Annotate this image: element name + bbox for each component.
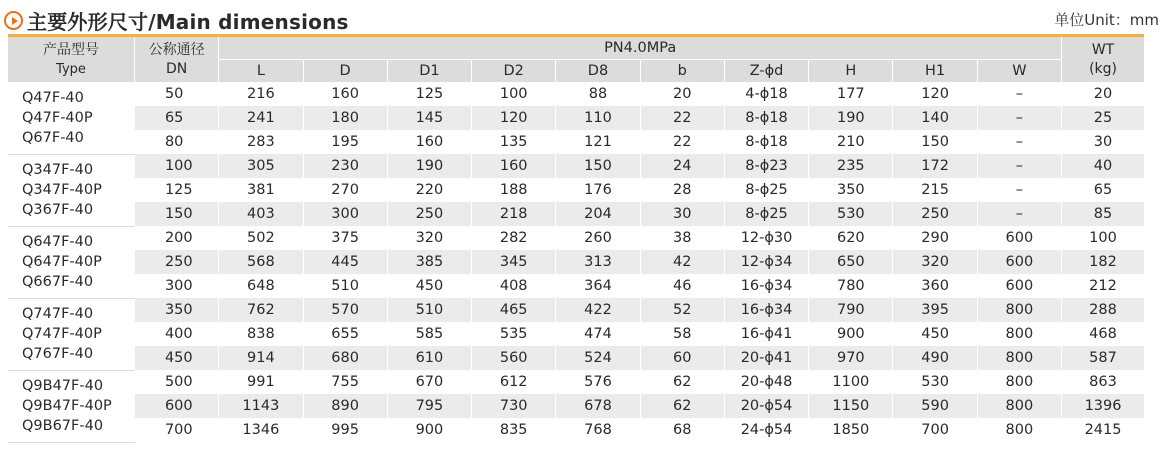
cell-w: – (977, 82, 1061, 106)
header-pressure: PN4.0MPa (219, 37, 1062, 59)
cell-d8: 678 (556, 394, 640, 418)
header-dn-en: DN (165, 60, 188, 77)
cell-d2: 835 (472, 418, 556, 442)
cell-l: 502 (219, 226, 303, 250)
cell-b: 30 (640, 202, 724, 226)
cell-dn: 350 (134, 298, 218, 322)
cell-l: 1143 (219, 394, 303, 418)
cell-b: 60 (640, 346, 724, 370)
table-row (8, 394, 1144, 418)
cell-d: 755 (303, 370, 387, 394)
cell-wt: 20 (1062, 82, 1144, 106)
header-L: L (219, 59, 303, 82)
cell-d: 180 (303, 106, 387, 130)
cell-b: 68 (640, 418, 724, 442)
cell-b: 46 (640, 274, 724, 298)
cell-zd: 20-ϕ48 (724, 370, 808, 394)
cell-d1: 450 (387, 274, 471, 298)
cell-d: 300 (303, 202, 387, 226)
cell-d1: 125 (387, 82, 471, 106)
header-H1: H1 (893, 59, 977, 82)
cell-d2: 560 (472, 346, 556, 370)
cell-h1: 530 (893, 370, 977, 394)
cell-zd: 8-ϕ23 (724, 154, 808, 178)
cell-b: 20 (640, 82, 724, 106)
cell-w: – (977, 202, 1061, 226)
type-model: Q647F-40 (22, 234, 94, 250)
cell-h: 190 (809, 106, 893, 130)
cell-d2: 408 (472, 274, 556, 298)
cell-h1: 320 (893, 250, 977, 274)
cell-h: 350 (809, 178, 893, 202)
cell-h1: 590 (893, 394, 977, 418)
cell-d: 655 (303, 322, 387, 346)
cell-d: 570 (303, 298, 387, 322)
cell-dn: 450 (134, 346, 218, 370)
cell-zd: 16-ϕ41 (724, 322, 808, 346)
cell-l: 568 (219, 250, 303, 274)
cell-wt: 182 (1062, 250, 1144, 274)
header-W: W (977, 59, 1061, 82)
cell-d8: 422 (556, 298, 640, 322)
table-row (8, 82, 1144, 106)
cell-d8: 176 (556, 178, 640, 202)
cell-b: 22 (640, 130, 724, 154)
cell-h: 177 (809, 82, 893, 106)
cell-h: 210 (809, 130, 893, 154)
header-dn (134, 37, 218, 82)
cell-wt: 288 (1062, 298, 1144, 322)
type-model: Q347F-40 (22, 162, 94, 178)
cell-d1: 900 (387, 418, 471, 442)
cell-h: 1150 (809, 394, 893, 418)
cell-w: 600 (977, 226, 1061, 250)
cell-h1: 395 (893, 298, 977, 322)
cell-l: 1346 (219, 418, 303, 442)
cell-h: 1850 (809, 418, 893, 442)
cell-d1: 795 (387, 394, 471, 418)
cell-l: 762 (219, 298, 303, 322)
cell-l: 991 (219, 370, 303, 394)
title-group (4, 6, 349, 35)
cell-h1: 140 (893, 106, 977, 130)
table-row (8, 370, 1144, 394)
header-type-cn: 产品型号 (42, 41, 99, 58)
cell-l: 914 (219, 346, 303, 370)
cell-d: 195 (303, 130, 387, 154)
type-model: Q9B47F-40P (22, 398, 112, 414)
cell-w: 800 (977, 346, 1061, 370)
table-row (8, 346, 1144, 370)
cell-wt: 25 (1062, 106, 1144, 130)
header-D: D (303, 59, 387, 82)
cell-d2: 730 (472, 394, 556, 418)
cell-l: 381 (219, 178, 303, 202)
header-D1: D1 (387, 59, 471, 82)
play-circle-icon (4, 11, 23, 30)
table-row (8, 418, 1144, 442)
cell-l: 305 (219, 154, 303, 178)
cell-zd: 12-ϕ30 (724, 226, 808, 250)
cell-l: 241 (219, 106, 303, 130)
cell-h: 780 (809, 274, 893, 298)
cell-w: 800 (977, 394, 1061, 418)
cell-b: 24 (640, 154, 724, 178)
cell-d2: 465 (472, 298, 556, 322)
cell-h: 790 (809, 298, 893, 322)
cell-d8: 524 (556, 346, 640, 370)
cell-wt: 30 (1062, 130, 1144, 154)
page-title: 主要外形尺寸/Main dimensions (27, 10, 349, 34)
type-cell (8, 370, 134, 442)
table-row (8, 250, 1144, 274)
table-body (8, 82, 1144, 442)
cell-dn: 80 (134, 130, 218, 154)
type-model: Q667F-40 (22, 274, 94, 290)
cell-d8: 88 (556, 82, 640, 106)
table-row (8, 202, 1144, 226)
cell-d1: 585 (387, 322, 471, 346)
cell-d8: 313 (556, 250, 640, 274)
cell-h1: 450 (893, 322, 977, 346)
type-model: Q347F-40P (22, 182, 102, 198)
cell-zd: 12-ϕ34 (724, 250, 808, 274)
cell-d2: 612 (472, 370, 556, 394)
cell-d: 890 (303, 394, 387, 418)
cell-d1: 610 (387, 346, 471, 370)
cell-d2: 188 (472, 178, 556, 202)
cell-h: 650 (809, 250, 893, 274)
type-model: Q47F-40P (22, 109, 93, 126)
cell-h1: 490 (893, 346, 977, 370)
cell-wt: 212 (1062, 274, 1144, 298)
header-weight-unit: (kg) (1089, 60, 1117, 77)
cell-l: 403 (219, 202, 303, 226)
cell-b: 52 (640, 298, 724, 322)
cell-b: 28 (640, 178, 724, 202)
type-model: Q747F-40P (22, 326, 102, 342)
cell-b: 62 (640, 370, 724, 394)
cell-h1: 120 (893, 82, 977, 106)
header-type (8, 37, 134, 82)
page-header (0, 0, 1161, 38)
cell-zd: 8-ϕ18 (724, 130, 808, 154)
cell-h: 620 (809, 226, 893, 250)
cell-d2: 160 (472, 154, 556, 178)
cell-w: 800 (977, 370, 1061, 394)
cell-dn: 400 (134, 322, 218, 346)
cell-h1: 700 (893, 418, 977, 442)
cell-wt: 100 (1062, 226, 1144, 250)
cell-h1: 150 (893, 130, 977, 154)
type-model: Q367F-40 (22, 202, 94, 218)
cell-zd: 4-ϕ18 (724, 82, 808, 106)
cell-dn: 100 (134, 154, 218, 178)
cell-w: – (977, 154, 1061, 178)
cell-d8: 121 (556, 130, 640, 154)
cell-d8: 150 (556, 154, 640, 178)
type-cell (8, 298, 134, 370)
cell-d1: 320 (387, 226, 471, 250)
cell-dn: 50 (134, 82, 218, 106)
cell-d2: 135 (472, 130, 556, 154)
table-row (8, 154, 1144, 178)
cell-h: 1100 (809, 370, 893, 394)
cell-w: 600 (977, 250, 1061, 274)
type-cell (8, 82, 134, 154)
cell-w: – (977, 130, 1061, 154)
cell-w: – (977, 178, 1061, 202)
cell-d8: 110 (556, 106, 640, 130)
cell-h: 530 (809, 202, 893, 226)
type-model: Q9B47F-40 (22, 378, 104, 394)
cell-b: 22 (640, 106, 724, 130)
header-type-en: Type (56, 61, 86, 77)
cell-w: 600 (977, 274, 1061, 298)
cell-b: 62 (640, 394, 724, 418)
cell-wt: 65 (1062, 178, 1144, 202)
cell-dn: 300 (134, 274, 218, 298)
type-cell (8, 226, 134, 298)
type-model: Q747F-40 (22, 306, 94, 322)
cell-w: 800 (977, 298, 1061, 322)
header-H: H (809, 59, 893, 82)
cell-zd: 16-ϕ34 (724, 274, 808, 298)
cell-zd: 24-ϕ54 (724, 418, 808, 442)
cell-dn: 700 (134, 418, 218, 442)
cell-d2: 120 (472, 106, 556, 130)
cell-wt: 468 (1062, 322, 1144, 346)
cell-d8: 364 (556, 274, 640, 298)
header-dn-cn: 公称通径 (148, 41, 205, 58)
cell-b: 58 (640, 322, 724, 346)
cell-zd: 8-ϕ18 (724, 106, 808, 130)
type-model: Q647F-40P (22, 254, 102, 270)
cell-d: 375 (303, 226, 387, 250)
cell-l: 648 (219, 274, 303, 298)
cell-h1: 290 (893, 226, 977, 250)
cell-b: 38 (640, 226, 724, 250)
table-row (8, 298, 1144, 322)
cell-zd: 8-ϕ25 (724, 178, 808, 202)
table-row (8, 274, 1144, 298)
cell-h1: 215 (893, 178, 977, 202)
unit-label: 单位Unit：mm (1054, 11, 1159, 29)
cell-d2: 535 (472, 322, 556, 346)
cell-d2: 100 (472, 82, 556, 106)
cell-d1: 190 (387, 154, 471, 178)
cell-d8: 260 (556, 226, 640, 250)
type-model: Q47F-40 (22, 89, 84, 106)
cell-d1: 510 (387, 298, 471, 322)
cell-d2: 282 (472, 226, 556, 250)
cell-zd: 20-ϕ41 (724, 346, 808, 370)
cell-b: 42 (640, 250, 724, 274)
cell-d: 230 (303, 154, 387, 178)
cell-dn: 150 (134, 202, 218, 226)
cell-wt: 2415 (1062, 418, 1144, 442)
cell-zd: 20-ϕ54 (724, 394, 808, 418)
header-zd: Z-ϕd (724, 59, 808, 82)
type-cell (8, 154, 134, 226)
table-row (8, 322, 1144, 346)
table-row (8, 178, 1144, 202)
cell-d1: 145 (387, 106, 471, 130)
cell-d: 995 (303, 418, 387, 442)
type-model: Q767F-40 (22, 346, 94, 362)
cell-h1: 360 (893, 274, 977, 298)
cell-dn: 200 (134, 226, 218, 250)
cell-l: 838 (219, 322, 303, 346)
dimensions-table (8, 37, 1144, 443)
cell-h: 235 (809, 154, 893, 178)
cell-dn: 500 (134, 370, 218, 394)
cell-d2: 345 (472, 250, 556, 274)
cell-wt: 1396 (1062, 394, 1144, 418)
cell-d1: 220 (387, 178, 471, 202)
cell-dn: 600 (134, 394, 218, 418)
cell-d: 680 (303, 346, 387, 370)
table-row (8, 226, 1144, 250)
table-header (8, 37, 1144, 82)
cell-dn: 65 (134, 106, 218, 130)
cell-d8: 474 (556, 322, 640, 346)
cell-l: 216 (219, 82, 303, 106)
cell-d8: 576 (556, 370, 640, 394)
cell-d1: 670 (387, 370, 471, 394)
table-row (8, 106, 1144, 130)
cell-w: 800 (977, 418, 1061, 442)
cell-h1: 250 (893, 202, 977, 226)
cell-dn: 250 (134, 250, 218, 274)
cell-d: 445 (303, 250, 387, 274)
cell-h: 900 (809, 322, 893, 346)
cell-w: 800 (977, 322, 1061, 346)
type-model: Q67F-40 (22, 129, 84, 146)
cell-d: 510 (303, 274, 387, 298)
cell-d1: 160 (387, 130, 471, 154)
cell-d8: 768 (556, 418, 640, 442)
header-weight-label: WT (1091, 41, 1115, 58)
cell-d: 160 (303, 82, 387, 106)
cell-wt: 85 (1062, 202, 1144, 226)
cell-h1: 172 (893, 154, 977, 178)
cell-wt: 863 (1062, 370, 1144, 394)
cell-l: 283 (219, 130, 303, 154)
cell-zd: 16-ϕ34 (724, 298, 808, 322)
cell-d1: 385 (387, 250, 471, 274)
cell-zd: 8-ϕ25 (724, 202, 808, 226)
header-D8: D8 (556, 59, 640, 82)
type-model: Q9B67F-40 (22, 418, 104, 434)
header-b: b (640, 59, 724, 82)
cell-wt: 40 (1062, 154, 1144, 178)
cell-d2: 218 (472, 202, 556, 226)
cell-w: – (977, 106, 1061, 130)
cell-d8: 204 (556, 202, 640, 226)
cell-d: 270 (303, 178, 387, 202)
cell-h: 970 (809, 346, 893, 370)
header-D2: D2 (472, 59, 556, 82)
header-weight (1062, 37, 1144, 82)
cell-wt: 587 (1062, 346, 1144, 370)
table-row (8, 130, 1144, 154)
cell-dn: 125 (134, 178, 218, 202)
cell-d1: 250 (387, 202, 471, 226)
